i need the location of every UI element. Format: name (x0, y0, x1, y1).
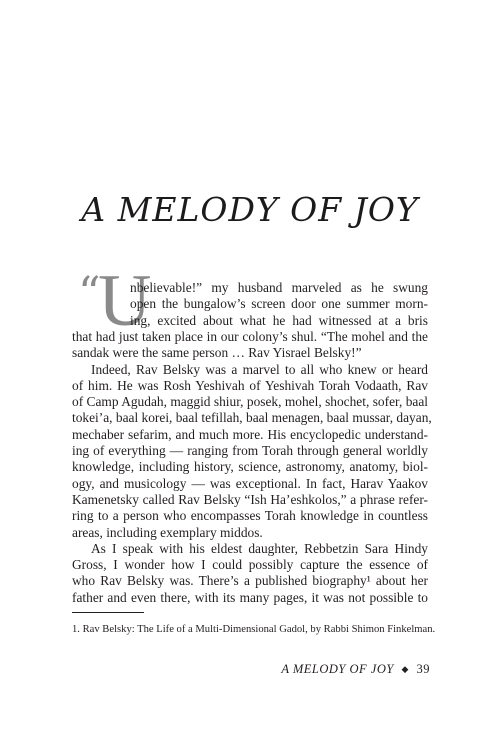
body-line: tokei’a, baal korei, baal tefillah, baal menagen, baal mussar, dayan, (72, 410, 432, 426)
footnote: 1. Rav Belsky: The Life of a Multi-Dimensional Gadol, by Rabbi Shimon Finkelman. (72, 624, 436, 635)
body-line: Indeed, Rav Belsky was a marvel to all who knew or heard (91, 361, 428, 377)
body-line: knowledge, including history, science, astronomy, anatomy, biol- (72, 459, 428, 475)
running-head (281, 662, 430, 677)
body-line: nbelievable!” my husband marveled as he swung (130, 280, 428, 295)
footnote-rule (72, 612, 144, 613)
body-line: ing, excited about what he had witnessed at a bris (130, 312, 428, 328)
body-line: father and even there, with its many pages, it was not possible to (72, 589, 428, 605)
drop-cap-quote: “ (78, 268, 101, 319)
body-line: Kamenetsky called Rav Belsky “Ish Ha’eshkolos,” a phrase refer- (72, 491, 428, 507)
body-line: that had just taken place in our colony’s shul. “The mohel and the (72, 328, 428, 344)
drop-cap (72, 260, 152, 342)
diamond-icon: ◆ (401, 664, 409, 674)
body-line: mechaber sefarim, and much more. His encyclopedic understand- (72, 426, 428, 442)
body-line: sandak were the same person … Rav Yisrael Belsky!” (72, 345, 362, 361)
drop-cap-letter: U (98, 260, 152, 342)
body-line: areas, including exemplary middos. (72, 524, 263, 540)
chapter-title: A MELODY OF JOY (81, 190, 419, 229)
body-line: As I speak with his eldest daughter, Rebbetzin Sara Hindy (91, 540, 428, 556)
body-line: open the bungalow’s screen door one summer morn- (130, 296, 428, 312)
body-line: ring to a person who encompasses Torah knowledge in countless (72, 508, 428, 524)
body-line: Gross, I wonder how I could possibly capture the essence of (72, 557, 428, 573)
running-head-title: A MELODY OF JOY (281, 662, 394, 676)
body-line: of Camp Agudah, maggid shiur, posek, mohel, shochet, sofer, baal (72, 394, 428, 410)
body-line: who Rav Belsky was. There’s a published biography¹ about her (72, 573, 428, 589)
body-line: ogy, and musicology — was exceptional. In fact, Harav Yaakov (72, 475, 428, 491)
body-line: of him. He was Rosh Yeshivah of Yeshivah Torah Vodaath, Rav (72, 377, 428, 393)
body-line: ing of everything — ranging from Torah through general worldly (72, 443, 428, 458)
page-number: 39 (416, 662, 430, 676)
